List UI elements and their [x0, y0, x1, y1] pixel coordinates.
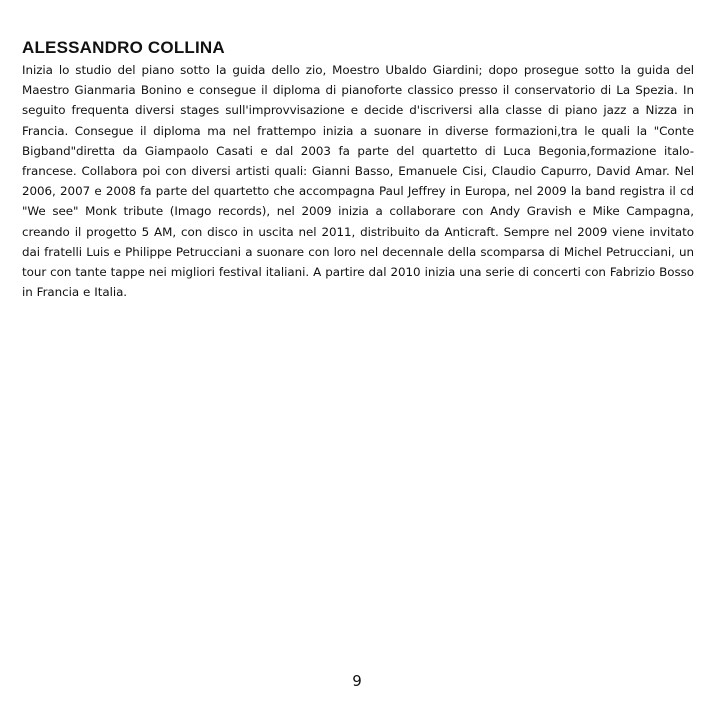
biography-title: ALESSANDRO COLLINA — [22, 38, 225, 57]
page-number: 9 — [352, 672, 362, 690]
biography-section — [22, 37, 694, 302]
biography-text: Inizia lo studio del piano sotto la guida dello zio, Moestro Ubaldo Giardini; dopo prosegue sotto la guida del Maestro Gianmaria Bonino e consegue il diploma di pianoforte classico presso il conservatorio di La Spezia. In seguito frequenta diversi stages sull'improvvisazione e decide d'iscriversi alla classe di piano jazz a Nizza in Francia. Consegue il diploma ma nel frattempo inizia a suonare in diverse formazioni,tra le quali la "Conte Bigband"diretta da Giampaolo Casati e dal 2003 fa parte del quartetto di Luca Begonia,formazione italo-francese. Collabora poi con diversi artisti quali: Gianni Basso, Emanuele Cisi, Claudio Capurro, David Amar. Nel 2006, 2007 e 2008 fa parte del quartetto che accompagna Paul Jeffrey in Europa, nel 2009 la band registra il cd "We see" Monk tribute (Imago records), nel 2009 inizia a collaborare con Andy Gravish e Mike Campagna, creando il progetto 5 AM, con disco in uscita nel 2011, distribuito da Anticraft. Sempre nel 2009 viene invitato dai fratelli Luis e Philippe Petrucciani a suonare con loro nel decennale della scomparsa di Michel Petrucciani, un tour con tante tappe nei migliori festival italiani. A partire dal 2010 inizia una serie di concerti con Fabrizio Bosso in Francia e Italia. — [22, 63, 694, 300]
